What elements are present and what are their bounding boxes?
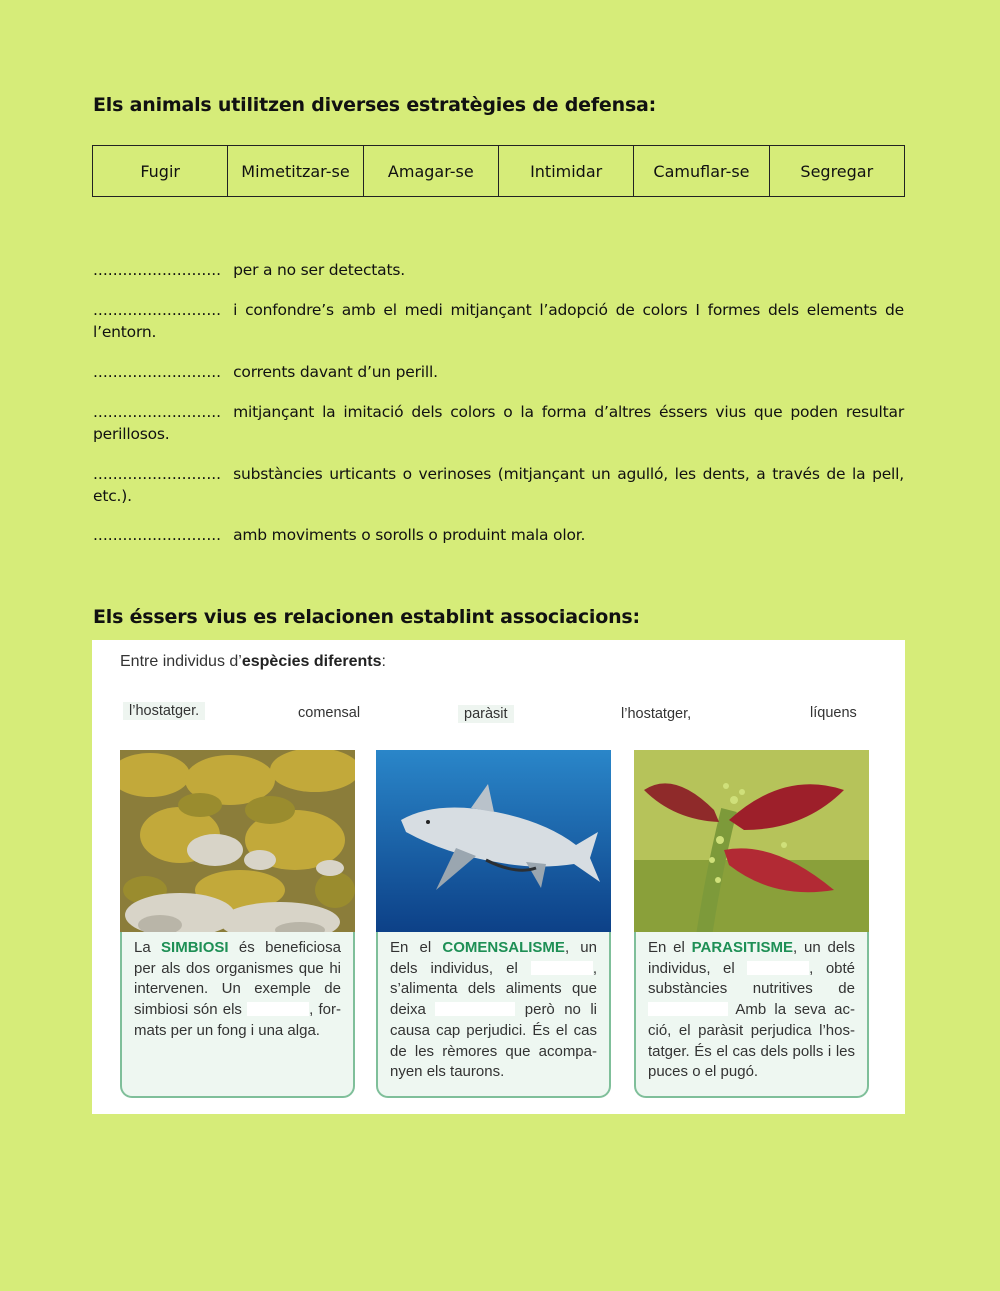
word-mimetitzar[interactable]: Mimetitzar-se [228, 146, 363, 196]
blank-slot[interactable]: .......................... [93, 261, 222, 279]
sentence-text: mitjançant la imitació dels colors o la forma d’altres éssers vius que poden resultar perillosos. [93, 403, 904, 443]
blank-slot[interactable]: .......................... [93, 363, 222, 381]
sentence-text: i confondre’s amb el medi mitjançant l’adopció de colors I formes dels elements de l’entorn. [93, 301, 904, 341]
answer-blank[interactable] [247, 1002, 309, 1016]
chip-comensal[interactable]: comensal [298, 705, 361, 721]
answer-blank[interactable] [747, 961, 809, 975]
answer-blank[interactable] [648, 1002, 728, 1016]
lichen-photo [120, 750, 355, 936]
sentence-2 [93, 299, 904, 343]
chip-hostatger-2[interactable]: l’hostatger, [621, 706, 692, 722]
word-amagar[interactable]: Amagar-se [364, 146, 499, 196]
sentence-4 [93, 401, 904, 445]
sentence-text: corrents davant d’un perill. [233, 363, 438, 381]
word-intimidar[interactable]: Intimidar [499, 146, 634, 196]
word-fugir[interactable]: Fugir [93, 146, 228, 196]
blank-slot[interactable]: .......................... [93, 526, 222, 544]
chip-hostatger-1[interactable]: l’hostatger. [123, 702, 205, 720]
section-title-associations: Els éssers vius es relacionen establint associacions: [93, 606, 640, 628]
associations-panel [92, 640, 905, 1114]
card-simbiosi-text: La SIMBIOSI és beneficiosa per als dos organismes que hi intervenen. Un exemple de simbiosi són els , for-mats per un fong i una alga. [120, 932, 355, 1098]
card-comensalisme [376, 750, 611, 1098]
sentence-6 [93, 524, 904, 546]
blank-slot[interactable]: .......................... [93, 465, 222, 483]
card-simbiosi [120, 750, 355, 1098]
sentence-3 [93, 361, 904, 383]
sentence-text: per a no ser detectats. [233, 261, 405, 279]
shark-photo [376, 750, 611, 936]
card-parasitisme-text: En el PARASITISME, un dels individus, el , obté substàncies nutritives de Amb la seva ac-ció, el paràsit perjudica l’hos-tatger. És el cas dels polls i les puces o el pugó. [634, 932, 869, 1098]
panel-intro: Entre individus d’espècies diferents: [120, 653, 386, 670]
sentence-text: substàncies urticants o verinoses (mitjançant un agulló, les dents, a través de la pell, etc.). [93, 465, 904, 505]
chip-liquens[interactable]: líquens [810, 705, 857, 721]
chip-parasit[interactable]: paràsit [458, 705, 514, 723]
blank-slot[interactable]: .......................... [93, 403, 222, 421]
sentence-1 [93, 259, 904, 281]
answer-blank[interactable] [531, 961, 593, 975]
blank-slot[interactable]: .......................... [93, 301, 222, 319]
answer-blank[interactable] [435, 1002, 515, 1016]
aphid-plant-photo [634, 750, 869, 936]
word-segregar[interactable]: Segregar [800, 161, 874, 181]
word-camuflar[interactable]: Camuflar-se [634, 146, 769, 196]
word-bank-table [92, 145, 905, 197]
sentence-5 [93, 463, 904, 507]
section-title-defense: Els animals utilitzen diverses estratègies de defensa: [93, 94, 657, 116]
card-parasitisme [634, 750, 869, 1098]
card-comensalisme-text: En el COMENSALISME, un dels individus, el , s’alimenta dels aliments que deixa però no li causa cap perjudici. És el cas de les rèmores que acompa-nyen els taurons. [376, 932, 611, 1098]
sentence-text: amb moviments o sorolls o produint mala olor. [233, 526, 586, 544]
